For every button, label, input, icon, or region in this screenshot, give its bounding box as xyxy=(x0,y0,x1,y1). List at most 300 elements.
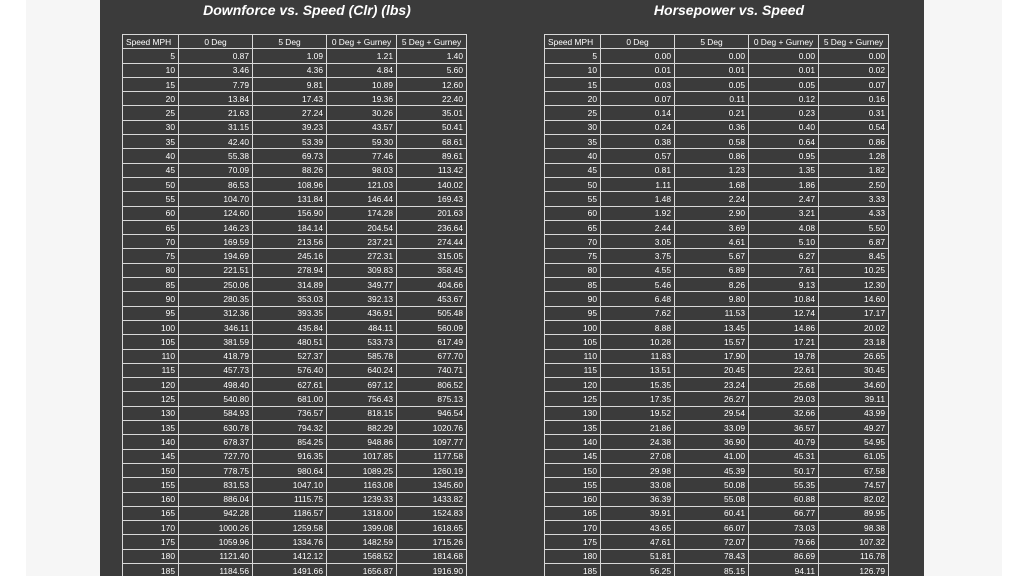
table-cell: 89.61 xyxy=(397,149,467,163)
table-cell: 3.33 xyxy=(819,192,889,206)
table-cell: 2.44 xyxy=(601,220,675,234)
table-cell: 1433.82 xyxy=(397,492,467,506)
table-cell: 17.21 xyxy=(749,335,819,349)
table-cell: 36.57 xyxy=(749,421,819,435)
viewer-background-left xyxy=(26,0,100,576)
horsepower-row xyxy=(545,306,889,320)
table-cell: 0.95 xyxy=(749,149,819,163)
table-cell: 56.25 xyxy=(601,563,675,576)
horsepower-row xyxy=(545,192,889,206)
table-cell: 185 xyxy=(123,563,179,576)
table-cell: 498.40 xyxy=(179,378,253,392)
table-cell: 353.03 xyxy=(253,292,327,306)
table-cell: 0.05 xyxy=(749,77,819,91)
table-cell: 15.35 xyxy=(601,378,675,392)
table-cell: 160 xyxy=(123,492,179,506)
table-cell: 80 xyxy=(545,263,601,277)
table-cell: 32.66 xyxy=(749,406,819,420)
horsepower-row xyxy=(545,392,889,406)
horsepower-row xyxy=(545,92,889,106)
table-cell: 25 xyxy=(545,106,601,120)
table-cell: 1047.10 xyxy=(253,478,327,492)
table-cell: 169.59 xyxy=(179,235,253,249)
table-cell: 50.41 xyxy=(397,120,467,134)
table-cell: 617.49 xyxy=(397,335,467,349)
table-cell: 105 xyxy=(123,335,179,349)
table-cell: 25.68 xyxy=(749,378,819,392)
table-cell: 201.63 xyxy=(397,206,467,220)
table-cell: 175 xyxy=(123,535,179,549)
table-cell: 404.66 xyxy=(397,278,467,292)
header-speed: Speed MPH xyxy=(545,35,601,49)
table-cell: 627.61 xyxy=(253,378,327,392)
table-cell: 30 xyxy=(123,120,179,134)
table-cell: 1259.58 xyxy=(253,521,327,535)
horsepower-row xyxy=(545,363,889,377)
downforce-row xyxy=(123,363,467,377)
table-cell: 312.36 xyxy=(179,306,253,320)
table-cell: 79.66 xyxy=(749,535,819,549)
table-cell: 60.41 xyxy=(675,506,749,520)
horsepower-row xyxy=(545,421,889,435)
table-cell: 0.01 xyxy=(675,63,749,77)
table-cell: 4.33 xyxy=(819,206,889,220)
table-cell: 272.31 xyxy=(327,249,397,263)
table-cell: 95 xyxy=(123,306,179,320)
table-cell: 213.56 xyxy=(253,235,327,249)
table-cell: 21.86 xyxy=(601,421,675,435)
table-cell: 165 xyxy=(123,506,179,520)
downforce-title: Downforce vs. Speed (Clr) (lbs) xyxy=(203,2,411,18)
table-cell: 36.39 xyxy=(601,492,675,506)
table-cell: 3.46 xyxy=(179,63,253,77)
table-cell: 40 xyxy=(545,149,601,163)
table-cell: 1618.65 xyxy=(397,521,467,535)
horsepower-row xyxy=(545,149,889,163)
table-cell: 640.24 xyxy=(327,363,397,377)
table-cell: 4.55 xyxy=(601,263,675,277)
table-cell: 236.64 xyxy=(397,220,467,234)
table-cell: 6.87 xyxy=(819,235,889,249)
table-cell: 204.54 xyxy=(327,220,397,234)
table-cell: 94.11 xyxy=(749,563,819,576)
downforce-row xyxy=(123,563,467,576)
table-cell: 540.80 xyxy=(179,392,253,406)
table-cell: 169.43 xyxy=(397,192,467,206)
table-cell: 65 xyxy=(123,220,179,234)
table-cell: 2.24 xyxy=(675,192,749,206)
table-cell: 126.79 xyxy=(819,563,889,576)
table-cell: 916.35 xyxy=(253,449,327,463)
table-cell: 0.21 xyxy=(675,106,749,120)
table-cell: 0.58 xyxy=(675,135,749,149)
table-cell: 26.65 xyxy=(819,349,889,363)
horsepower-row xyxy=(545,249,889,263)
table-cell: 50 xyxy=(545,177,601,191)
table-cell: 31.15 xyxy=(179,120,253,134)
table-cell: 280.35 xyxy=(179,292,253,306)
table-cell: 315.05 xyxy=(397,249,467,263)
table-cell: 1916.90 xyxy=(397,563,467,576)
horsepower-row xyxy=(545,378,889,392)
table-cell: 0.38 xyxy=(601,135,675,149)
table-cell: 8.88 xyxy=(601,320,675,334)
table-cell: 875.13 xyxy=(397,392,467,406)
table-cell: 165 xyxy=(545,506,601,520)
header-speed: Speed MPH xyxy=(123,35,179,49)
horsepower-row xyxy=(545,506,889,520)
horsepower-header-row xyxy=(545,35,889,49)
downforce-row xyxy=(123,320,467,334)
table-cell: 278.94 xyxy=(253,263,327,277)
table-cell: 0.05 xyxy=(675,77,749,91)
table-cell: 0.36 xyxy=(675,120,749,134)
table-cell: 104.70 xyxy=(179,192,253,206)
header-5-deg: 5 Deg xyxy=(675,35,749,49)
table-cell: 175 xyxy=(545,535,601,549)
horsepower-row xyxy=(545,335,889,349)
table-cell: 30.26 xyxy=(327,106,397,120)
table-cell: 1.48 xyxy=(601,192,675,206)
horsepower-row xyxy=(545,77,889,91)
table-cell: 69.73 xyxy=(253,149,327,163)
table-cell: 9.80 xyxy=(675,292,749,306)
table-cell: 527.37 xyxy=(253,349,327,363)
table-cell: 5.60 xyxy=(397,63,467,77)
table-cell: 130 xyxy=(545,406,601,420)
downforce-row xyxy=(123,535,467,549)
table-cell: 19.36 xyxy=(327,92,397,106)
table-cell: 160 xyxy=(545,492,601,506)
table-cell: 1097.77 xyxy=(397,435,467,449)
table-cell: 1186.57 xyxy=(253,506,327,520)
table-cell: 29.98 xyxy=(601,463,675,477)
downforce-row xyxy=(123,135,467,149)
table-cell: 727.70 xyxy=(179,449,253,463)
table-cell: 14.60 xyxy=(819,292,889,306)
table-cell: 1568.52 xyxy=(327,549,397,563)
table-cell: 1345.60 xyxy=(397,478,467,492)
horsepower-row xyxy=(545,406,889,420)
horsepower-row xyxy=(545,292,889,306)
table-cell: 43.65 xyxy=(601,521,675,535)
table-cell: 20 xyxy=(123,92,179,106)
table-cell: 10 xyxy=(545,63,601,77)
table-cell: 50 xyxy=(123,177,179,191)
table-cell: 60 xyxy=(123,206,179,220)
table-cell: 70 xyxy=(545,235,601,249)
table-cell: 697.12 xyxy=(327,378,397,392)
table-cell: 5.50 xyxy=(819,220,889,234)
downforce-row xyxy=(123,378,467,392)
horsepower-row xyxy=(545,235,889,249)
table-cell: 8.45 xyxy=(819,249,889,263)
downforce-row xyxy=(123,249,467,263)
table-cell: 0.02 xyxy=(819,63,889,77)
horsepower-row xyxy=(545,49,889,63)
table-cell: 1.28 xyxy=(819,149,889,163)
table-cell: 121.03 xyxy=(327,177,397,191)
table-cell: 36.90 xyxy=(675,435,749,449)
table-cell: 1.40 xyxy=(397,49,467,63)
table-cell: 1.21 xyxy=(327,49,397,63)
table-cell: 39.23 xyxy=(253,120,327,134)
document-page xyxy=(100,0,924,576)
table-cell: 66.07 xyxy=(675,521,749,535)
table-cell: 14.86 xyxy=(749,320,819,334)
table-cell: 778.75 xyxy=(179,463,253,477)
table-cell: 1.68 xyxy=(675,177,749,191)
table-cell: 107.32 xyxy=(819,535,889,549)
table-cell: 13.84 xyxy=(179,92,253,106)
table-cell: 50.08 xyxy=(675,478,749,492)
table-cell: 1.09 xyxy=(253,49,327,63)
downforce-table-body xyxy=(123,49,467,576)
table-cell: 457.73 xyxy=(179,363,253,377)
table-cell: 135 xyxy=(123,421,179,435)
table-cell: 1524.83 xyxy=(397,506,467,520)
table-cell: 1020.76 xyxy=(397,421,467,435)
table-cell: 42.40 xyxy=(179,135,253,149)
table-cell: 17.43 xyxy=(253,92,327,106)
table-cell: 436.91 xyxy=(327,306,397,320)
table-cell: 1.35 xyxy=(749,163,819,177)
downforce-row xyxy=(123,263,467,277)
table-cell: 24.38 xyxy=(601,435,675,449)
table-cell: 0.07 xyxy=(601,92,675,106)
header-0-deg: 0 Deg xyxy=(179,35,253,49)
table-cell: 72.07 xyxy=(675,535,749,549)
table-cell: 70 xyxy=(123,235,179,249)
downforce-row xyxy=(123,292,467,306)
horsepower-row xyxy=(545,63,889,77)
table-cell: 65 xyxy=(545,220,601,234)
downforce-table xyxy=(122,34,467,576)
table-cell: 0.01 xyxy=(601,63,675,77)
viewer-background-right xyxy=(924,0,1002,576)
table-cell: 221.51 xyxy=(179,263,253,277)
downforce-row xyxy=(123,392,467,406)
table-cell: 1059.96 xyxy=(179,535,253,549)
table-cell: 392.13 xyxy=(327,292,397,306)
horsepower-row xyxy=(545,135,889,149)
header-5-deg-gurney: 5 Deg + Gurney xyxy=(397,35,467,49)
table-cell: 150 xyxy=(545,463,601,477)
table-cell: 740.71 xyxy=(397,363,467,377)
table-cell: 98.38 xyxy=(819,521,889,535)
table-cell: 40.79 xyxy=(749,435,819,449)
table-cell: 130 xyxy=(123,406,179,420)
table-cell: 1412.12 xyxy=(253,549,327,563)
table-cell: 681.00 xyxy=(253,392,327,406)
table-cell: 393.35 xyxy=(253,306,327,320)
header-0-deg-gurney: 0 Deg + Gurney xyxy=(327,35,397,49)
table-cell: 17.17 xyxy=(819,306,889,320)
horsepower-row xyxy=(545,278,889,292)
table-cell: 50.17 xyxy=(749,463,819,477)
table-cell: 576.40 xyxy=(253,363,327,377)
table-cell: 3.69 xyxy=(675,220,749,234)
downforce-row xyxy=(123,463,467,477)
header-5-deg-gurney: 5 Deg + Gurney xyxy=(819,35,889,49)
table-cell: 818.15 xyxy=(327,406,397,420)
table-cell: 20.45 xyxy=(675,363,749,377)
table-cell: 20 xyxy=(545,92,601,106)
table-cell: 7.61 xyxy=(749,263,819,277)
table-cell: 156.90 xyxy=(253,206,327,220)
table-cell: 435.84 xyxy=(253,320,327,334)
table-cell: 0.86 xyxy=(819,135,889,149)
table-cell: 23.18 xyxy=(819,335,889,349)
table-cell: 0.12 xyxy=(749,92,819,106)
table-cell: 6.48 xyxy=(601,292,675,306)
table-cell: 73.03 xyxy=(749,521,819,535)
downforce-row xyxy=(123,235,467,249)
table-cell: 1017.85 xyxy=(327,449,397,463)
table-cell: 1.11 xyxy=(601,177,675,191)
table-cell: 0.00 xyxy=(749,49,819,63)
header-0-deg-gurney: 0 Deg + Gurney xyxy=(749,35,819,49)
table-cell: 43.57 xyxy=(327,120,397,134)
table-cell: 146.44 xyxy=(327,192,397,206)
table-cell: 1.92 xyxy=(601,206,675,220)
table-cell: 358.45 xyxy=(397,263,467,277)
table-cell: 0.23 xyxy=(749,106,819,120)
table-cell: 1656.87 xyxy=(327,563,397,576)
table-cell: 15 xyxy=(123,77,179,91)
horsepower-row xyxy=(545,163,889,177)
table-cell: 0.00 xyxy=(819,49,889,63)
table-cell: 10.28 xyxy=(601,335,675,349)
table-cell: 27.24 xyxy=(253,106,327,120)
table-cell: 61.05 xyxy=(819,449,889,463)
table-cell: 1318.00 xyxy=(327,506,397,520)
horsepower-row xyxy=(545,521,889,535)
horsepower-row xyxy=(545,120,889,134)
table-cell: 2.47 xyxy=(749,192,819,206)
table-cell: 3.21 xyxy=(749,206,819,220)
table-cell: 1491.66 xyxy=(253,563,327,576)
table-cell: 1399.08 xyxy=(327,521,397,535)
table-cell: 140 xyxy=(123,435,179,449)
table-cell: 20.02 xyxy=(819,320,889,334)
table-cell: 560.09 xyxy=(397,320,467,334)
table-cell: 12.74 xyxy=(749,306,819,320)
table-cell: 0.31 xyxy=(819,106,889,120)
table-cell: 533.73 xyxy=(327,335,397,349)
downforce-row xyxy=(123,63,467,77)
table-cell: 585.78 xyxy=(327,349,397,363)
table-cell: 12.60 xyxy=(397,77,467,91)
table-cell: 155 xyxy=(545,478,601,492)
horsepower-table-body xyxy=(545,49,889,576)
table-cell: 0.81 xyxy=(601,163,675,177)
table-cell: 11.83 xyxy=(601,349,675,363)
table-cell: 0.01 xyxy=(749,63,819,77)
table-cell: 33.08 xyxy=(601,478,675,492)
table-cell: 155 xyxy=(123,478,179,492)
table-cell: 0.14 xyxy=(601,106,675,120)
table-cell: 1482.59 xyxy=(327,535,397,549)
table-cell: 55 xyxy=(123,192,179,206)
downforce-row xyxy=(123,278,467,292)
table-cell: 5 xyxy=(123,49,179,63)
downforce-row xyxy=(123,349,467,363)
table-cell: 39.11 xyxy=(819,392,889,406)
table-cell: 120 xyxy=(545,378,601,392)
horsepower-row xyxy=(545,106,889,120)
table-cell: 90 xyxy=(123,292,179,306)
table-cell: 60 xyxy=(545,206,601,220)
table-cell: 11.53 xyxy=(675,306,749,320)
table-cell: 45 xyxy=(123,163,179,177)
table-cell: 10.25 xyxy=(819,263,889,277)
table-cell: 3.75 xyxy=(601,249,675,263)
table-cell: 346.11 xyxy=(179,320,253,334)
table-cell: 120 xyxy=(123,378,179,392)
table-cell: 70.09 xyxy=(179,163,253,177)
table-cell: 13.51 xyxy=(601,363,675,377)
table-cell: 17.90 xyxy=(675,349,749,363)
horsepower-table xyxy=(544,34,889,576)
table-cell: 125 xyxy=(545,392,601,406)
downforce-row xyxy=(123,192,467,206)
table-cell: 115 xyxy=(123,363,179,377)
table-cell: 8.26 xyxy=(675,278,749,292)
table-cell: 35.01 xyxy=(397,106,467,120)
page-margin-left xyxy=(0,0,26,576)
table-cell: 349.77 xyxy=(327,278,397,292)
table-cell: 54.95 xyxy=(819,435,889,449)
table-cell: 145 xyxy=(545,449,601,463)
table-cell: 140.02 xyxy=(397,177,467,191)
table-cell: 88.26 xyxy=(253,163,327,177)
table-cell: 381.59 xyxy=(179,335,253,349)
table-cell: 146.23 xyxy=(179,220,253,234)
table-cell: 110 xyxy=(123,349,179,363)
downforce-row xyxy=(123,149,467,163)
table-cell: 10 xyxy=(123,63,179,77)
downforce-row xyxy=(123,521,467,535)
table-cell: 1177.58 xyxy=(397,449,467,463)
table-cell: 55.08 xyxy=(675,492,749,506)
downforce-header-row xyxy=(123,35,467,49)
table-cell: 113.42 xyxy=(397,163,467,177)
table-cell: 85 xyxy=(545,278,601,292)
table-cell: 78.43 xyxy=(675,549,749,563)
table-cell: 75 xyxy=(545,249,601,263)
table-cell: 5.46 xyxy=(601,278,675,292)
table-cell: 946.54 xyxy=(397,406,467,420)
table-cell: 23.24 xyxy=(675,378,749,392)
table-cell: 678.37 xyxy=(179,435,253,449)
table-cell: 886.04 xyxy=(179,492,253,506)
table-cell: 1121.40 xyxy=(179,549,253,563)
downforce-row xyxy=(123,306,467,320)
table-cell: 5.10 xyxy=(749,235,819,249)
table-cell: 85 xyxy=(123,278,179,292)
table-cell: 0.03 xyxy=(601,77,675,91)
table-cell: 736.57 xyxy=(253,406,327,420)
table-cell: 15.57 xyxy=(675,335,749,349)
downforce-row xyxy=(123,435,467,449)
table-cell: 756.43 xyxy=(327,392,397,406)
horsepower-row xyxy=(545,549,889,563)
table-cell: 26.27 xyxy=(675,392,749,406)
table-cell: 677.70 xyxy=(397,349,467,363)
table-cell: 33.09 xyxy=(675,421,749,435)
table-cell: 80 xyxy=(123,263,179,277)
